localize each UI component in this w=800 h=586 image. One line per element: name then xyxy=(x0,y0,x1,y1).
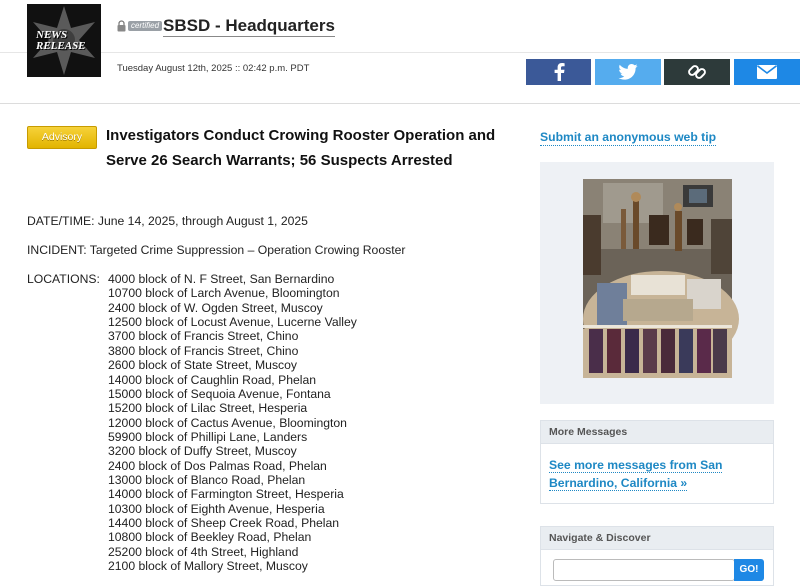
more-messages-link-text[interactable]: See more messages from San Bernardino, California » xyxy=(549,458,723,490)
location-item: 10300 block of Eighth Avenue, Hesperia xyxy=(108,501,325,516)
locations-list xyxy=(108,272,357,574)
location-item: 15000 block of Sequoia Avenue, Fontana xyxy=(108,386,331,401)
navigate-search-input[interactable] xyxy=(553,559,735,581)
navigate-discover-panel xyxy=(540,526,774,586)
email-icon xyxy=(757,65,777,79)
location-item: 59900 block of Phillipi Lane, Landers xyxy=(108,429,308,444)
article-datetime: DATE/TIME: June 14, 2025, through August 1, 2025 xyxy=(27,214,308,228)
location-item: 3800 block of Francis Street, Chino xyxy=(108,343,299,358)
news-release-logo[interactable] xyxy=(27,4,101,77)
location-item: 4000 block of N. F Street, San Bernardino xyxy=(108,272,335,286)
release-timestamp: Tuesday August 12th, 2025 :: 02:42 p.m. PDT xyxy=(117,63,310,74)
location-item: 3200 block of Duffy Street, Muscoy xyxy=(108,444,297,459)
share-email-button[interactable] xyxy=(734,59,800,85)
location-item: 13000 block of Blanco Road, Phelan xyxy=(108,473,306,488)
location-item: 15200 block of Lilac Street, Hesperia xyxy=(108,401,308,416)
article-headline: Investigators Conduct Crowing Rooster Operation and Serve 26 Search Warrants; 56 Suspects Arrested xyxy=(106,127,496,169)
more-messages-link[interactable] xyxy=(549,456,764,492)
location-item: 14000 block of Farmington Street, Hesperia xyxy=(108,487,344,502)
location-item: 12500 block of Locust Avenue, Lucerne Valley xyxy=(108,315,357,330)
location-item: 2600 block of State Street, Muscoy xyxy=(108,358,298,373)
location-item: 2100 block of Mallory Street, Muscoy xyxy=(108,559,308,574)
header-divider xyxy=(0,52,800,53)
article-incident: INCIDENT: Targeted Crime Suppression – Operation Crowing Rooster xyxy=(27,243,406,257)
page-header xyxy=(0,0,800,104)
share-link-button[interactable] xyxy=(664,59,730,85)
location-item: 2400 block of Dos Palmas Road, Phelan xyxy=(108,458,327,473)
org-title-link[interactable]: SBSD - Headquarters xyxy=(163,16,335,35)
location-item: 2400 block of W. Ogden Street, Muscoy xyxy=(108,300,323,315)
location-item: 14400 block of Sheep Creek Road, Phelan xyxy=(108,516,340,531)
locations-label: LOCATIONS: xyxy=(27,272,100,286)
location-item: 14000 block of Caughlin Road, Phelan xyxy=(108,372,317,387)
photo-panel xyxy=(540,162,774,404)
logo-text: NEWS RELEASE xyxy=(36,29,86,52)
location-item: 25200 block of 4th Street, Highland xyxy=(108,544,299,559)
location-item: 10800 block of Beekley Road, Phelan xyxy=(108,530,312,545)
location-item: 3700 block of Francis Street, Chino xyxy=(108,329,299,344)
link-icon xyxy=(687,62,707,82)
share-twitter-button[interactable] xyxy=(595,59,661,85)
navigate-go-button[interactable]: GO! xyxy=(734,559,764,581)
facebook-icon xyxy=(553,63,565,81)
certified-badge xyxy=(117,19,162,33)
lock-icon xyxy=(117,20,126,32)
location-item: 10700 block of Larch Avenue, Bloomington xyxy=(108,286,340,301)
anonymous-tip-link[interactable]: Submit an anonymous web tip xyxy=(540,130,717,144)
share-facebook-button[interactable] xyxy=(526,59,591,85)
evidence-photo[interactable] xyxy=(583,179,732,378)
location-item: 12000 block of Cactus Avenue, Bloomington xyxy=(108,415,347,430)
twitter-icon xyxy=(618,64,638,80)
navigate-discover-heading: Navigate & Discover xyxy=(541,527,773,550)
certified-label: certified xyxy=(128,21,162,31)
advisory-badge: Advisory xyxy=(27,126,97,149)
more-messages-panel xyxy=(540,420,774,504)
more-messages-heading: More Messages xyxy=(541,421,773,444)
